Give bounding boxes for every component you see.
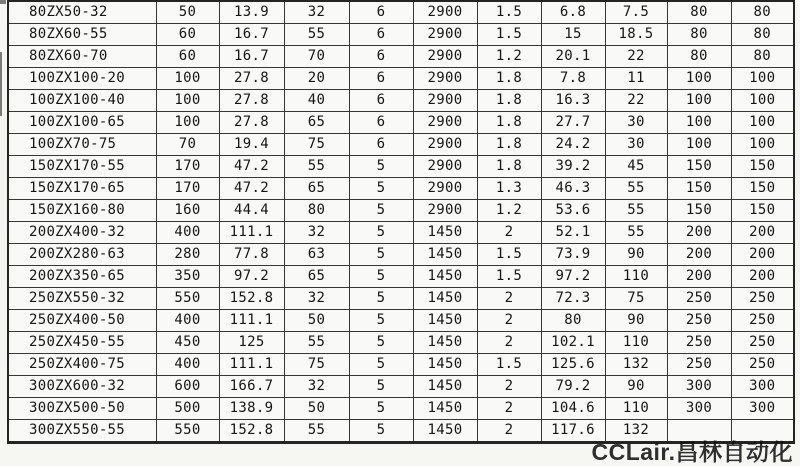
table-cell: 20 bbox=[284, 68, 349, 90]
table-cell: 100 bbox=[731, 134, 794, 156]
table-cell: 550 bbox=[156, 288, 219, 310]
table-cell: 5 bbox=[349, 266, 413, 288]
table-cell: 160 bbox=[156, 200, 219, 222]
table-cell: 170 bbox=[156, 178, 219, 200]
table-cell: 1.3 bbox=[477, 178, 541, 200]
table-cell: 111.1 bbox=[219, 222, 284, 244]
cell-model: 200ZX280-63 bbox=[8, 244, 156, 266]
table-cell: 132 bbox=[605, 354, 667, 376]
table-cell: 30 bbox=[605, 134, 667, 156]
table-cell: 6 bbox=[349, 90, 413, 112]
table-cell: 11 bbox=[605, 68, 667, 90]
table-cell: 100 bbox=[731, 68, 794, 90]
table-cell: 1.5 bbox=[477, 266, 541, 288]
table-cell: 2 bbox=[477, 222, 541, 244]
table-cell: 1.2 bbox=[477, 46, 541, 68]
table-cell: 5 bbox=[349, 310, 413, 332]
table-cell: 55 bbox=[605, 178, 667, 200]
table-cell: 138.9 bbox=[219, 398, 284, 420]
cell-model: 150ZX170-65 bbox=[8, 178, 156, 200]
table-cell: 5 bbox=[349, 376, 413, 398]
table-cell: 104.6 bbox=[541, 398, 605, 420]
table-cell: 80 bbox=[541, 310, 605, 332]
table-cell: 300 bbox=[731, 398, 794, 420]
table-cell: 27.8 bbox=[219, 112, 284, 134]
cell-model: 150ZX170-55 bbox=[8, 156, 156, 178]
table-cell: 97.2 bbox=[541, 266, 605, 288]
table-cell: 24.2 bbox=[541, 134, 605, 156]
table-cell: 150 bbox=[667, 178, 731, 200]
cell-model: 250ZX550-32 bbox=[8, 288, 156, 310]
table-cell: 6 bbox=[349, 46, 413, 68]
table-cell: 5 bbox=[349, 178, 413, 200]
table-cell: 100 bbox=[156, 90, 219, 112]
table-cell: 100 bbox=[731, 112, 794, 134]
table-row bbox=[8, 376, 794, 398]
table-cell: 40 bbox=[284, 90, 349, 112]
table-cell: 55 bbox=[284, 156, 349, 178]
table-cell: 2 bbox=[477, 310, 541, 332]
table-cell: 200 bbox=[667, 266, 731, 288]
table-cell: 52.1 bbox=[541, 222, 605, 244]
table-cell: 97.2 bbox=[219, 266, 284, 288]
table-cell: 5 bbox=[349, 288, 413, 310]
table-cell: 50 bbox=[284, 310, 349, 332]
table-cell: 150 bbox=[667, 156, 731, 178]
table-cell: 5 bbox=[349, 244, 413, 266]
table-cell: 100 bbox=[731, 90, 794, 112]
table-cell: 2 bbox=[477, 376, 541, 398]
table-cell: 53.6 bbox=[541, 200, 605, 222]
table-cell: 152.8 bbox=[219, 420, 284, 443]
table-cell: 250 bbox=[731, 288, 794, 310]
table-cell: 60 bbox=[156, 46, 219, 68]
table-cell: 150 bbox=[731, 200, 794, 222]
table-cell: 1450 bbox=[413, 376, 477, 398]
table-cell: 350 bbox=[156, 266, 219, 288]
table-cell: 100 bbox=[156, 68, 219, 90]
table-cell: 22 bbox=[605, 90, 667, 112]
table-cell: 80 bbox=[731, 46, 794, 68]
table-cell: 300 bbox=[667, 398, 731, 420]
table-cell: 1.8 bbox=[477, 134, 541, 156]
table-cell: 2900 bbox=[413, 112, 477, 134]
table-cell: 16.7 bbox=[219, 24, 284, 46]
table-cell: 80 bbox=[731, 1, 794, 24]
table-cell: 7.8 bbox=[541, 68, 605, 90]
table-cell: 15 bbox=[541, 24, 605, 46]
table-cell: 2 bbox=[477, 332, 541, 354]
cell-model: 100ZX100-40 bbox=[8, 90, 156, 112]
table-cell: 50 bbox=[284, 398, 349, 420]
table-cell: 2900 bbox=[413, 1, 477, 24]
table-cell: 50 bbox=[156, 1, 219, 24]
table-cell: 1.8 bbox=[477, 68, 541, 90]
table-cell: 1.2 bbox=[477, 200, 541, 222]
table-cell: 80 bbox=[667, 46, 731, 68]
table-row bbox=[8, 288, 794, 310]
table-cell: 100 bbox=[667, 134, 731, 156]
table-cell: 1.8 bbox=[477, 112, 541, 134]
table-cell: 16.7 bbox=[219, 46, 284, 68]
table-row bbox=[8, 244, 794, 266]
table-cell: 65 bbox=[284, 112, 349, 134]
table-row bbox=[8, 310, 794, 332]
table-cell: 100 bbox=[667, 90, 731, 112]
table-cell: 32 bbox=[284, 1, 349, 24]
table-cell: 72.3 bbox=[541, 288, 605, 310]
table-cell: 27.8 bbox=[219, 68, 284, 90]
table-cell: 27.7 bbox=[541, 112, 605, 134]
table-cell: 2 bbox=[477, 398, 541, 420]
cell-model: 80ZX60-70 bbox=[8, 46, 156, 68]
table-cell: 19.4 bbox=[219, 134, 284, 156]
table-cell: 1450 bbox=[413, 288, 477, 310]
table-row bbox=[8, 46, 794, 68]
table-cell: 6.8 bbox=[541, 1, 605, 24]
table-cell: 2900 bbox=[413, 46, 477, 68]
table-cell: 200 bbox=[731, 222, 794, 244]
table-cell: 80 bbox=[667, 1, 731, 24]
table-cell: 1.5 bbox=[477, 1, 541, 24]
table-cell: 150 bbox=[731, 156, 794, 178]
table-cell: 1450 bbox=[413, 222, 477, 244]
table-cell: 5 bbox=[349, 398, 413, 420]
table-cell: 170 bbox=[156, 156, 219, 178]
table-cell: 2900 bbox=[413, 24, 477, 46]
table-cell: 400 bbox=[156, 310, 219, 332]
table-cell: 150 bbox=[667, 200, 731, 222]
table-cell: 13.9 bbox=[219, 1, 284, 24]
table-cell: 132 bbox=[605, 420, 667, 443]
table-cell: 1450 bbox=[413, 354, 477, 376]
table-cell: 2 bbox=[477, 420, 541, 443]
table-cell: 20.1 bbox=[541, 46, 605, 68]
cell-model: 80ZX50-32 bbox=[8, 1, 156, 24]
table-cell: 1450 bbox=[413, 244, 477, 266]
table-row bbox=[8, 354, 794, 376]
table-cell: 6 bbox=[349, 24, 413, 46]
table-cell: 65 bbox=[284, 178, 349, 200]
table-body bbox=[8, 1, 794, 443]
table-cell: 500 bbox=[156, 398, 219, 420]
table-cell: 18.5 bbox=[605, 24, 667, 46]
table-cell: 110 bbox=[605, 332, 667, 354]
table-cell: 22 bbox=[605, 46, 667, 68]
table-cell: 280 bbox=[156, 244, 219, 266]
table-row bbox=[8, 1, 794, 24]
table-cell: 2900 bbox=[413, 156, 477, 178]
table-cell: 90 bbox=[605, 376, 667, 398]
table-cell: 16.3 bbox=[541, 90, 605, 112]
table-cell: 32 bbox=[284, 288, 349, 310]
cell-model: 100ZX100-20 bbox=[8, 68, 156, 90]
watermark: CCLair.昌林自动化 bbox=[591, 439, 793, 465]
table-cell: 5 bbox=[349, 420, 413, 443]
table-row bbox=[8, 134, 794, 156]
table-cell: 100 bbox=[156, 112, 219, 134]
table-cell: 65 bbox=[284, 266, 349, 288]
table-row bbox=[8, 266, 794, 288]
table-cell: 150 bbox=[731, 178, 794, 200]
table-cell: 200 bbox=[731, 266, 794, 288]
table-cell: 90 bbox=[605, 244, 667, 266]
table-cell: 200 bbox=[667, 222, 731, 244]
table-cell: 110 bbox=[605, 398, 667, 420]
table-cell: 1450 bbox=[413, 266, 477, 288]
table-cell: 55 bbox=[284, 332, 349, 354]
table-row bbox=[8, 156, 794, 178]
table-cell: 75 bbox=[284, 134, 349, 156]
table-cell: 152.8 bbox=[219, 288, 284, 310]
table-cell: 1450 bbox=[413, 398, 477, 420]
table-cell: 39.2 bbox=[541, 156, 605, 178]
table-cell: 27.8 bbox=[219, 90, 284, 112]
table-cell: 46.3 bbox=[541, 178, 605, 200]
table-cell: 1450 bbox=[413, 310, 477, 332]
table-cell: 55 bbox=[284, 420, 349, 443]
table-cell: 75 bbox=[284, 354, 349, 376]
table-cell: 70 bbox=[156, 134, 219, 156]
cell-model: 250ZX400-75 bbox=[8, 354, 156, 376]
table-cell: 250 bbox=[731, 332, 794, 354]
table-cell: 125 bbox=[219, 332, 284, 354]
table-cell: 5 bbox=[349, 332, 413, 354]
table-cell: 5 bbox=[349, 222, 413, 244]
table-cell: 79.2 bbox=[541, 376, 605, 398]
table-cell: 110 bbox=[605, 266, 667, 288]
table-cell: 600 bbox=[156, 376, 219, 398]
table-cell: 125.6 bbox=[541, 354, 605, 376]
table-cell: 6 bbox=[349, 112, 413, 134]
table-cell: 2 bbox=[477, 288, 541, 310]
table-row bbox=[8, 222, 794, 244]
table-cell: 63 bbox=[284, 244, 349, 266]
cell-model: 300ZX550-55 bbox=[8, 420, 156, 443]
table-row bbox=[8, 68, 794, 90]
table-cell: 2900 bbox=[413, 134, 477, 156]
table-cell: 300 bbox=[667, 376, 731, 398]
table-cell: 6 bbox=[349, 134, 413, 156]
pump-spec-table bbox=[7, 0, 795, 444]
table-row bbox=[8, 112, 794, 134]
table-cell: 550 bbox=[156, 420, 219, 443]
table-cell: 250 bbox=[731, 310, 794, 332]
table-cell: 75 bbox=[605, 288, 667, 310]
cell-model: 300ZX600-32 bbox=[8, 376, 156, 398]
table-cell: 300 bbox=[731, 376, 794, 398]
cell-model: 200ZX350-65 bbox=[8, 266, 156, 288]
cell-model: 100ZX70-75 bbox=[8, 134, 156, 156]
table-cell: 32 bbox=[284, 376, 349, 398]
table-cell: 1.8 bbox=[477, 90, 541, 112]
table-cell: 400 bbox=[156, 222, 219, 244]
table-row bbox=[8, 332, 794, 354]
table-cell: 200 bbox=[731, 244, 794, 266]
cell-model: 80ZX60-55 bbox=[8, 24, 156, 46]
table-cell: 6 bbox=[349, 1, 413, 24]
table-cell: 5 bbox=[349, 200, 413, 222]
table-cell: 117.6 bbox=[541, 420, 605, 443]
table-row bbox=[8, 90, 794, 112]
cell-model: 200ZX400-32 bbox=[8, 222, 156, 244]
table-cell: 450 bbox=[156, 332, 219, 354]
table-cell: 1.5 bbox=[477, 354, 541, 376]
table-cell: 1450 bbox=[413, 332, 477, 354]
cell-model: 300ZX500-50 bbox=[8, 398, 156, 420]
table-cell: 100 bbox=[667, 68, 731, 90]
table-cell: 73.9 bbox=[541, 244, 605, 266]
table-row bbox=[8, 24, 794, 46]
table-cell: 250 bbox=[667, 288, 731, 310]
table-cell: 1.5 bbox=[477, 244, 541, 266]
table-cell: 60 bbox=[156, 24, 219, 46]
cell-model: 100ZX100-65 bbox=[8, 112, 156, 134]
table-cell: 200 bbox=[667, 244, 731, 266]
table-cell: 77.8 bbox=[219, 244, 284, 266]
table-cell: 90 bbox=[605, 310, 667, 332]
table-cell: 5 bbox=[349, 156, 413, 178]
table-cell: 250 bbox=[667, 310, 731, 332]
table-cell: 80 bbox=[284, 200, 349, 222]
table-cell: 1.8 bbox=[477, 156, 541, 178]
table-row bbox=[8, 178, 794, 200]
table-cell: 6 bbox=[349, 68, 413, 90]
table-cell: 32 bbox=[284, 222, 349, 244]
table-cell: 102.1 bbox=[541, 332, 605, 354]
table-cell: 55 bbox=[605, 200, 667, 222]
table-cell: 70 bbox=[284, 46, 349, 68]
scan-artifact bbox=[0, 52, 2, 116]
table-cell: 5 bbox=[349, 354, 413, 376]
table-cell: 111.1 bbox=[219, 310, 284, 332]
table-cell: 30 bbox=[605, 112, 667, 134]
cell-model: 150ZX160-80 bbox=[8, 200, 156, 222]
table-cell: 1.5 bbox=[477, 24, 541, 46]
table-cell: 2900 bbox=[413, 178, 477, 200]
table-cell: 47.2 bbox=[219, 156, 284, 178]
table-row bbox=[8, 398, 794, 420]
table-cell: 7.5 bbox=[605, 1, 667, 24]
table-cell: 2900 bbox=[413, 68, 477, 90]
table-cell: 55 bbox=[605, 222, 667, 244]
table-cell: 80 bbox=[667, 24, 731, 46]
table-cell: 45 bbox=[605, 156, 667, 178]
cell-model: 250ZX400-50 bbox=[8, 310, 156, 332]
scan-artifact bbox=[0, 0, 6, 4]
table-cell: 400 bbox=[156, 354, 219, 376]
table-row bbox=[8, 200, 794, 222]
table-cell: 80 bbox=[731, 24, 794, 46]
table-cell: 250 bbox=[731, 354, 794, 376]
table-cell: 250 bbox=[667, 332, 731, 354]
table-cell: 1450 bbox=[413, 420, 477, 443]
table-cell: 2900 bbox=[413, 90, 477, 112]
table-cell: 166.7 bbox=[219, 376, 284, 398]
table-cell: 47.2 bbox=[219, 178, 284, 200]
table-cell: 250 bbox=[667, 354, 731, 376]
table-cell: 55 bbox=[284, 24, 349, 46]
cell-model: 250ZX450-55 bbox=[8, 332, 156, 354]
table-cell: 44.4 bbox=[219, 200, 284, 222]
table-cell: 111.1 bbox=[219, 354, 284, 376]
table-cell: 2900 bbox=[413, 200, 477, 222]
table-cell: 100 bbox=[667, 112, 731, 134]
